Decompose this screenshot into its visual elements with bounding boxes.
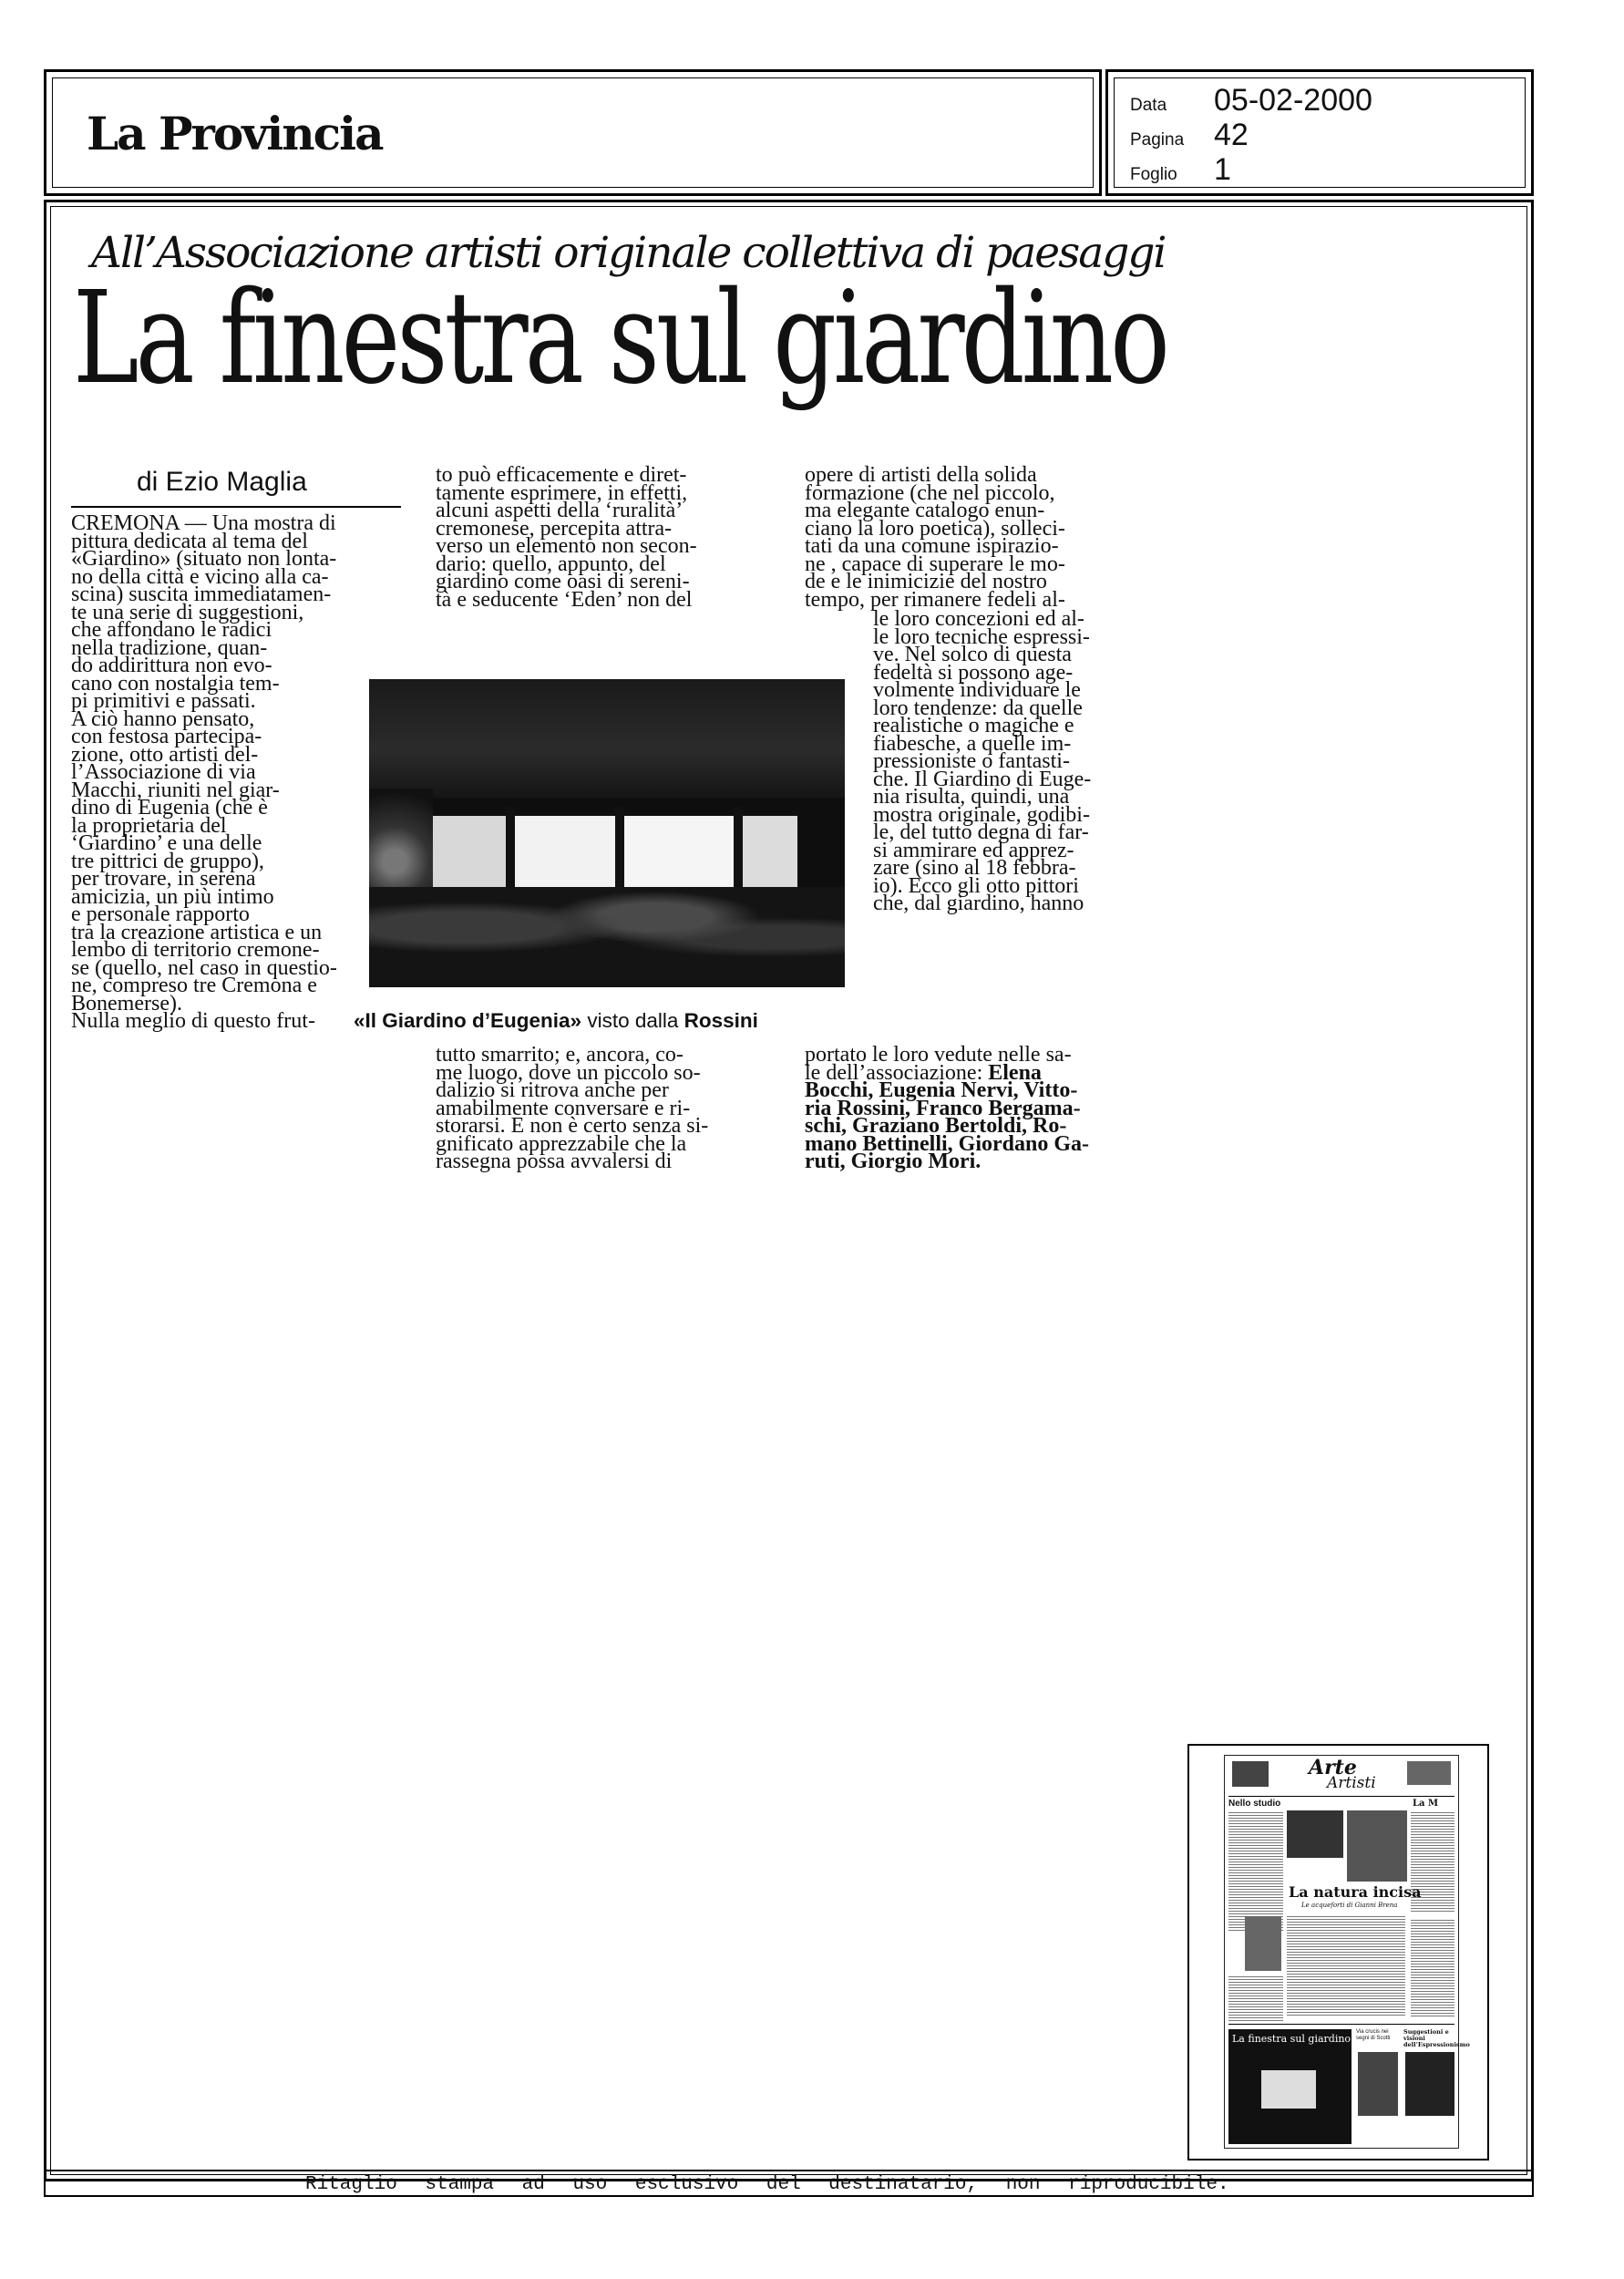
thumbnail-page <box>1224 1755 1470 2149</box>
caption-text: visto dalla <box>581 1009 684 1032</box>
artist-names: Elena Bocchi, Eugenia Nervi, Vitto- ria Rossini, Franco Bergama- schi, Graziano Bertoldi, Ro- mano Bettinelli, Giordano Ga- ruti, Giorgio Mori. <box>805 1060 1089 1173</box>
article-column-2-top: to può efficacemente e diret- tamente esprimere, in effetti, alcuni aspetti della ‘ruralità’ cremonese, percepita attra- verso un elemento non secon- dario: quello, appunto, del giardino come oasi di sereni- tà e seducente ‘Eden’ non del <box>436 463 697 612</box>
thumbnail-finestra-title: La finestra sul giardino <box>1232 2033 1352 2045</box>
caption-title: «Il Giardino d’Eugenia» <box>354 1009 582 1032</box>
article-headline: La finestra sul giardino <box>73 264 1167 413</box>
masthead-title: La Provincia <box>87 107 383 160</box>
garden-photo <box>369 679 845 987</box>
article-column-2-bottom: tutto smarrito; e, ancora, co- me luogo, dove un piccolo so- dalizio si ritrova anche per amabilmente conversare e ri- storarsi. E non è certo senza si- gnificato apprezzabile che la rassegna possa avvalersi di <box>436 1043 709 1173</box>
meta-value: 05-02-2000 <box>1214 83 1372 118</box>
byline-rule <box>71 506 401 508</box>
thumbnail-column-title: La M <box>1413 1799 1439 1809</box>
thumbnail-natura-incisa: La natura incisa <box>1289 1883 1422 1901</box>
article-kicker: All’Associazione artisti originale collettiva di paesaggi <box>91 228 1166 278</box>
masthead-box <box>44 69 1102 196</box>
thumbnail-natura-subtitle: Le acqueforti di Gianni Brena <box>1301 1902 1398 1909</box>
thumbnail-arte: Arte <box>1309 1756 1357 1779</box>
article-byline: di Ezio Maglia <box>137 467 307 497</box>
footer-box <box>44 2170 1534 2197</box>
caption-author: Rossini <box>684 1009 758 1032</box>
meta-box <box>1105 69 1534 196</box>
thumbnail-nello-studio: Nello studio <box>1228 1799 1281 1809</box>
photo-caption <box>354 1009 758 1033</box>
meta-label: Pagina <box>1130 130 1185 150</box>
thumbnail-suggestioni: Suggestioni e visioni dell’Espressionismo <box>1403 2028 1470 2048</box>
meta-row-sheet <box>1130 152 1231 188</box>
meta-row-date <box>1130 83 1372 119</box>
footer-notice: Ritaglio stampa ad uso esclusivo del destinatario, non riproducibile. <box>305 2174 1229 2195</box>
page-thumbnail <box>1187 1744 1489 2160</box>
meta-value: 42 <box>1214 118 1249 152</box>
thumbnail-via-crucis: Via crucis nei segni di Scotti <box>1356 2029 1391 2041</box>
article-column-3-mid: le loro concezioni ed al- le loro tecniche espressi- ve. Nel solco di questa fedeltà si possono age- volmente individuare le loro tendenze: da quelle realistiche o magiche e fiabesche, a quelle im- pressioniste o fantasti- che. Il Giardino di Euge- nia risulta, quindi, una mostra originale, godibi- le, del tutto degna di far- si ammirare ed apprez- zare (sino al 18 febbra- io). Ecco gli otto pittori che, dal giardino, hanno <box>873 607 1092 915</box>
column-3-text: portato le loro vedute nelle sa- le dell’associazione: <box>805 1043 1072 1085</box>
meta-value: 1 <box>1214 152 1231 187</box>
article-column-3-bottom <box>805 1043 1137 1173</box>
meta-label: Data <box>1130 96 1167 115</box>
meta-row-page <box>1130 118 1249 153</box>
thumbnail-artisti: Artisti <box>1327 1774 1376 1792</box>
meta-label: Foglio <box>1130 165 1177 184</box>
article-column-1: CREMONA — Una mostra di pittura dedicata al tema del «Giardino» (situato non lonta- no della città e vicino alla ca- scina) suscita immediatamen- te una serie di suggestioni, che affondano le radici nella tradizione, quan- do addirittura non evo- cano con nostalgia tem- pi primitivi e passati. A ciò hanno pensato, con festosa partecipa- zione, otto artisti del- l’Associazione di via Macchi, riuniti nel giar- dino di Eugenia (che è la proprietaria del ‘Giardino’ e una delle tre pittrici de gruppo), per trovare, in serena amicizia, un più intimo e personale rapporto tra la creazione artistica e un lembo di territorio cremone- se (quello, nel caso in questio- ne, compreso tre Cremona e Bonemerse). Nulla meglio di questo frut- <box>71 511 337 1033</box>
article-column-3-top: opere di artisti della solida formazione (che nel piccolo, ma elegante catalogo enun- ciano la loro poetica), solleci- tati da una comune ispirazio- ne , capace di superare le mo- de e le inimicizie del nostro tempo, per rimanere fedeli al- <box>805 463 1065 612</box>
